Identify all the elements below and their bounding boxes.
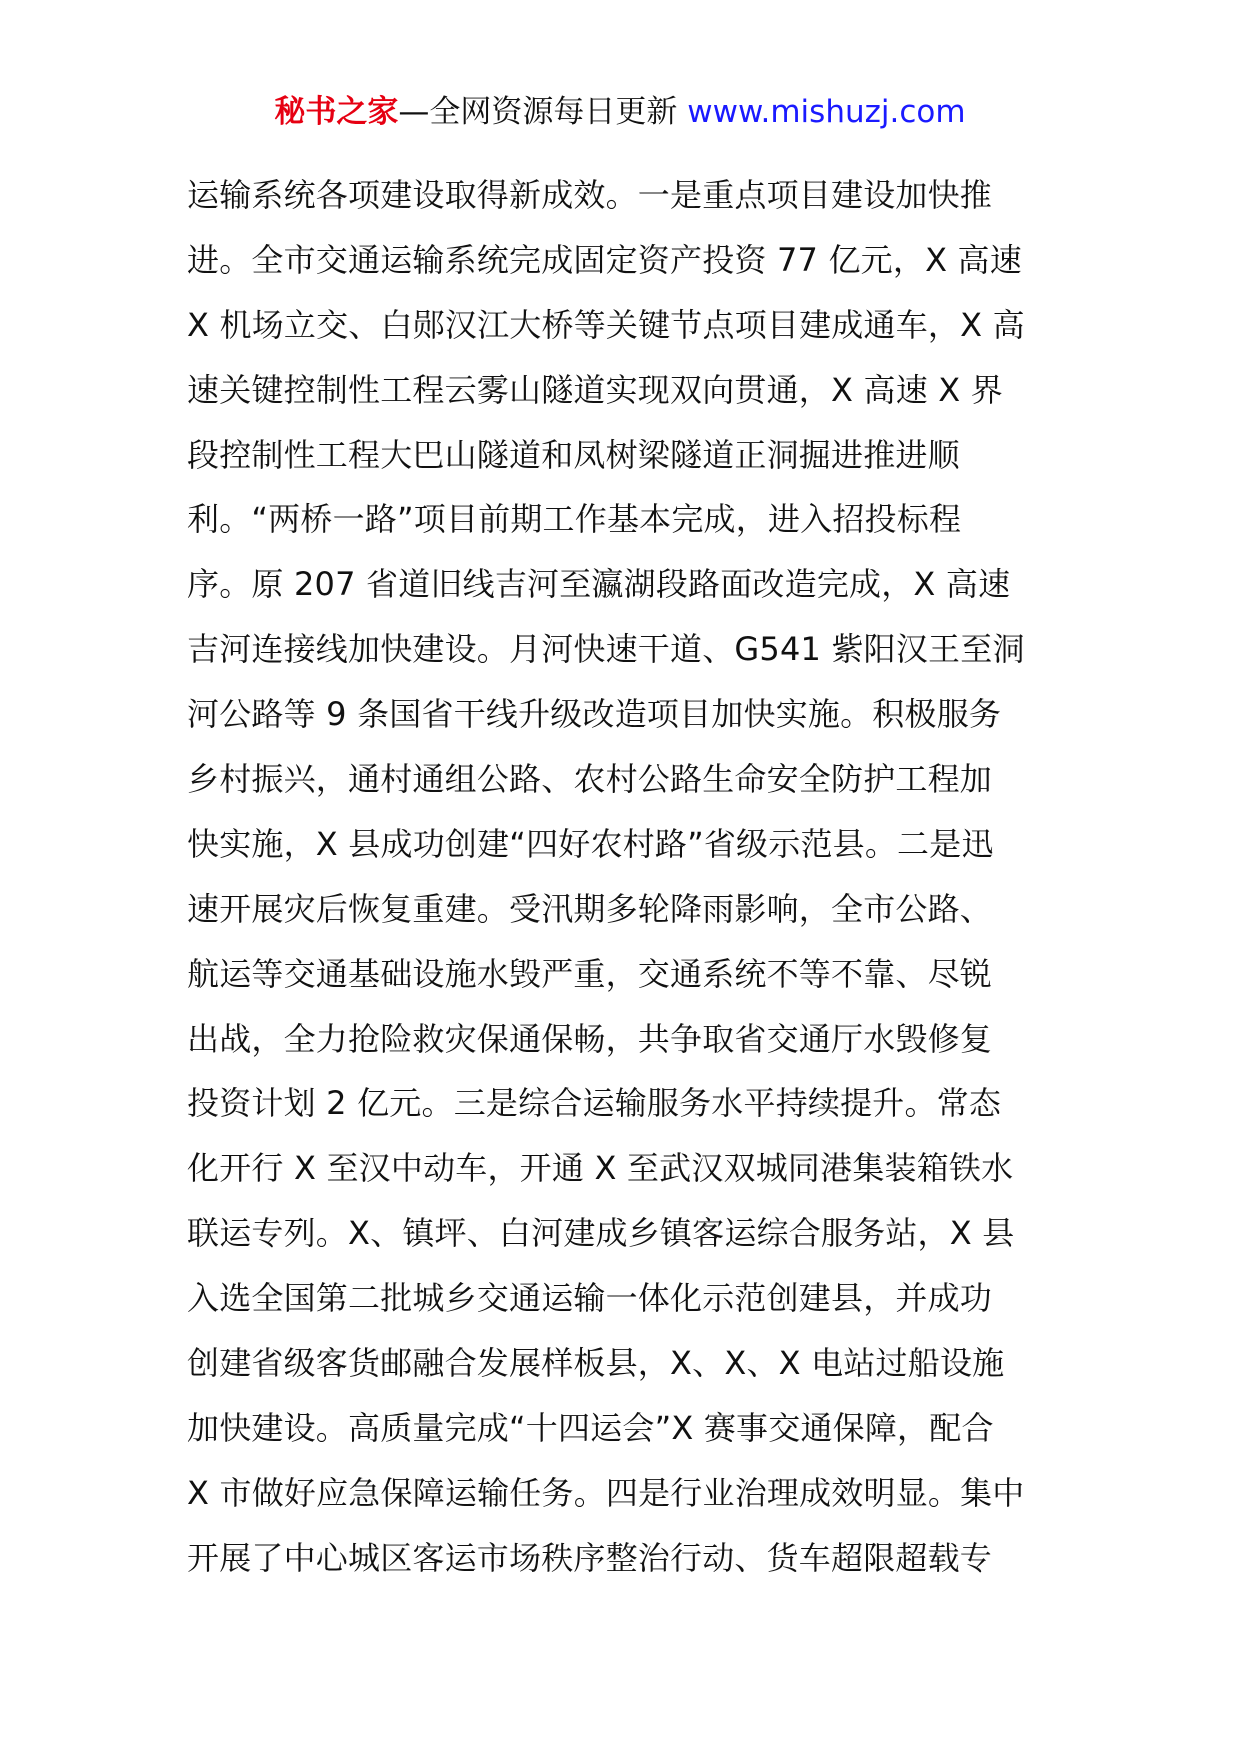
text-line: X 市做好应急保障运输任务。四是行业治理成效明显。集中 <box>187 1473 1025 1512</box>
text-line: 创建省级客货邮融合发展样板县，X、X、X 电站过船设施 <box>187 1344 1005 1383</box>
brand-name: 秘书之家 <box>274 94 399 130</box>
text-line: 河公路等 9 条国省干线升级改造项目加快实施。积极服务 <box>187 695 1002 734</box>
text-line: 利。“两桥一路”项目前期工作基本完成，进入招投标程 <box>187 500 962 539</box>
text-line: 开展了中心城区客运市场秩序整治行动、货车超限超载专 <box>187 1538 993 1577</box>
text-line: 航运等交通基础设施水毁严重，交通系统不等不靠、尽锐 <box>187 954 993 993</box>
text-line: 加快建设。高质量完成“十四运会”X 赛事交通保障，配合 <box>187 1408 994 1447</box>
text-line: 段控制性工程大巴山隧道和凤树梁隧道正洞掘进推进顺 <box>187 435 960 474</box>
site-url-link[interactable]: www.mishuzj.com <box>687 94 966 130</box>
text-line: 快实施，X 县成功创建“四好农村路”省级示范县。二是迅 <box>187 824 994 863</box>
text-line: 速开展灾后恢复重建。受汛期多轮降雨影响，全市公路、 <box>187 889 993 928</box>
text-line: 序。原 207 省道旧线吉河至瀛湖段路面改造完成，X 高速 <box>187 565 1011 604</box>
text-line: X 机场立交、白郧汉江大桥等关键节点项目建成通车，X 高 <box>187 305 1025 344</box>
text-line: 投资计划 2 亿元。三是综合运输服务水平持续提升。常态 <box>187 1084 1002 1123</box>
text-line: 乡村振兴，通村通组公路、农村公路生命安全防护工程加 <box>187 760 993 799</box>
text-line: 运输系统各项建设取得新成效。一是重点项目建设加快推 <box>187 176 993 214</box>
text-line: 进。全市交通运输系统完成固定资产投资 77 亿元，X 高速 <box>187 240 1022 279</box>
text-line: 化开行 X 至汉中动车，开通 X 至武汉双城同港集装箱铁水 <box>187 1149 1014 1188</box>
text-line: 联运专列。X、镇坪、白河建成乡镇客运综合服务站，X 县 <box>187 1214 1015 1253</box>
text-line: 入选全国第二批城乡交通运输一体化示范创建县，并成功 <box>187 1279 993 1318</box>
text-line: 吉河连接线加快建设。月河快速干道、G541 紫阳汉王至洞 <box>187 630 1025 669</box>
document-body <box>187 163 1053 1591</box>
text-line: 速关键控制性工程云雾山隧道实现双向贯通，X 高速 X 界 <box>187 370 1003 409</box>
text-line: 出战，全力抢险救灾保通保畅，共争取省交通厅水毁修复 <box>187 1019 993 1058</box>
header-tagline: —全网资源每日更新 <box>398 94 688 130</box>
site-header <box>0 92 1240 132</box>
